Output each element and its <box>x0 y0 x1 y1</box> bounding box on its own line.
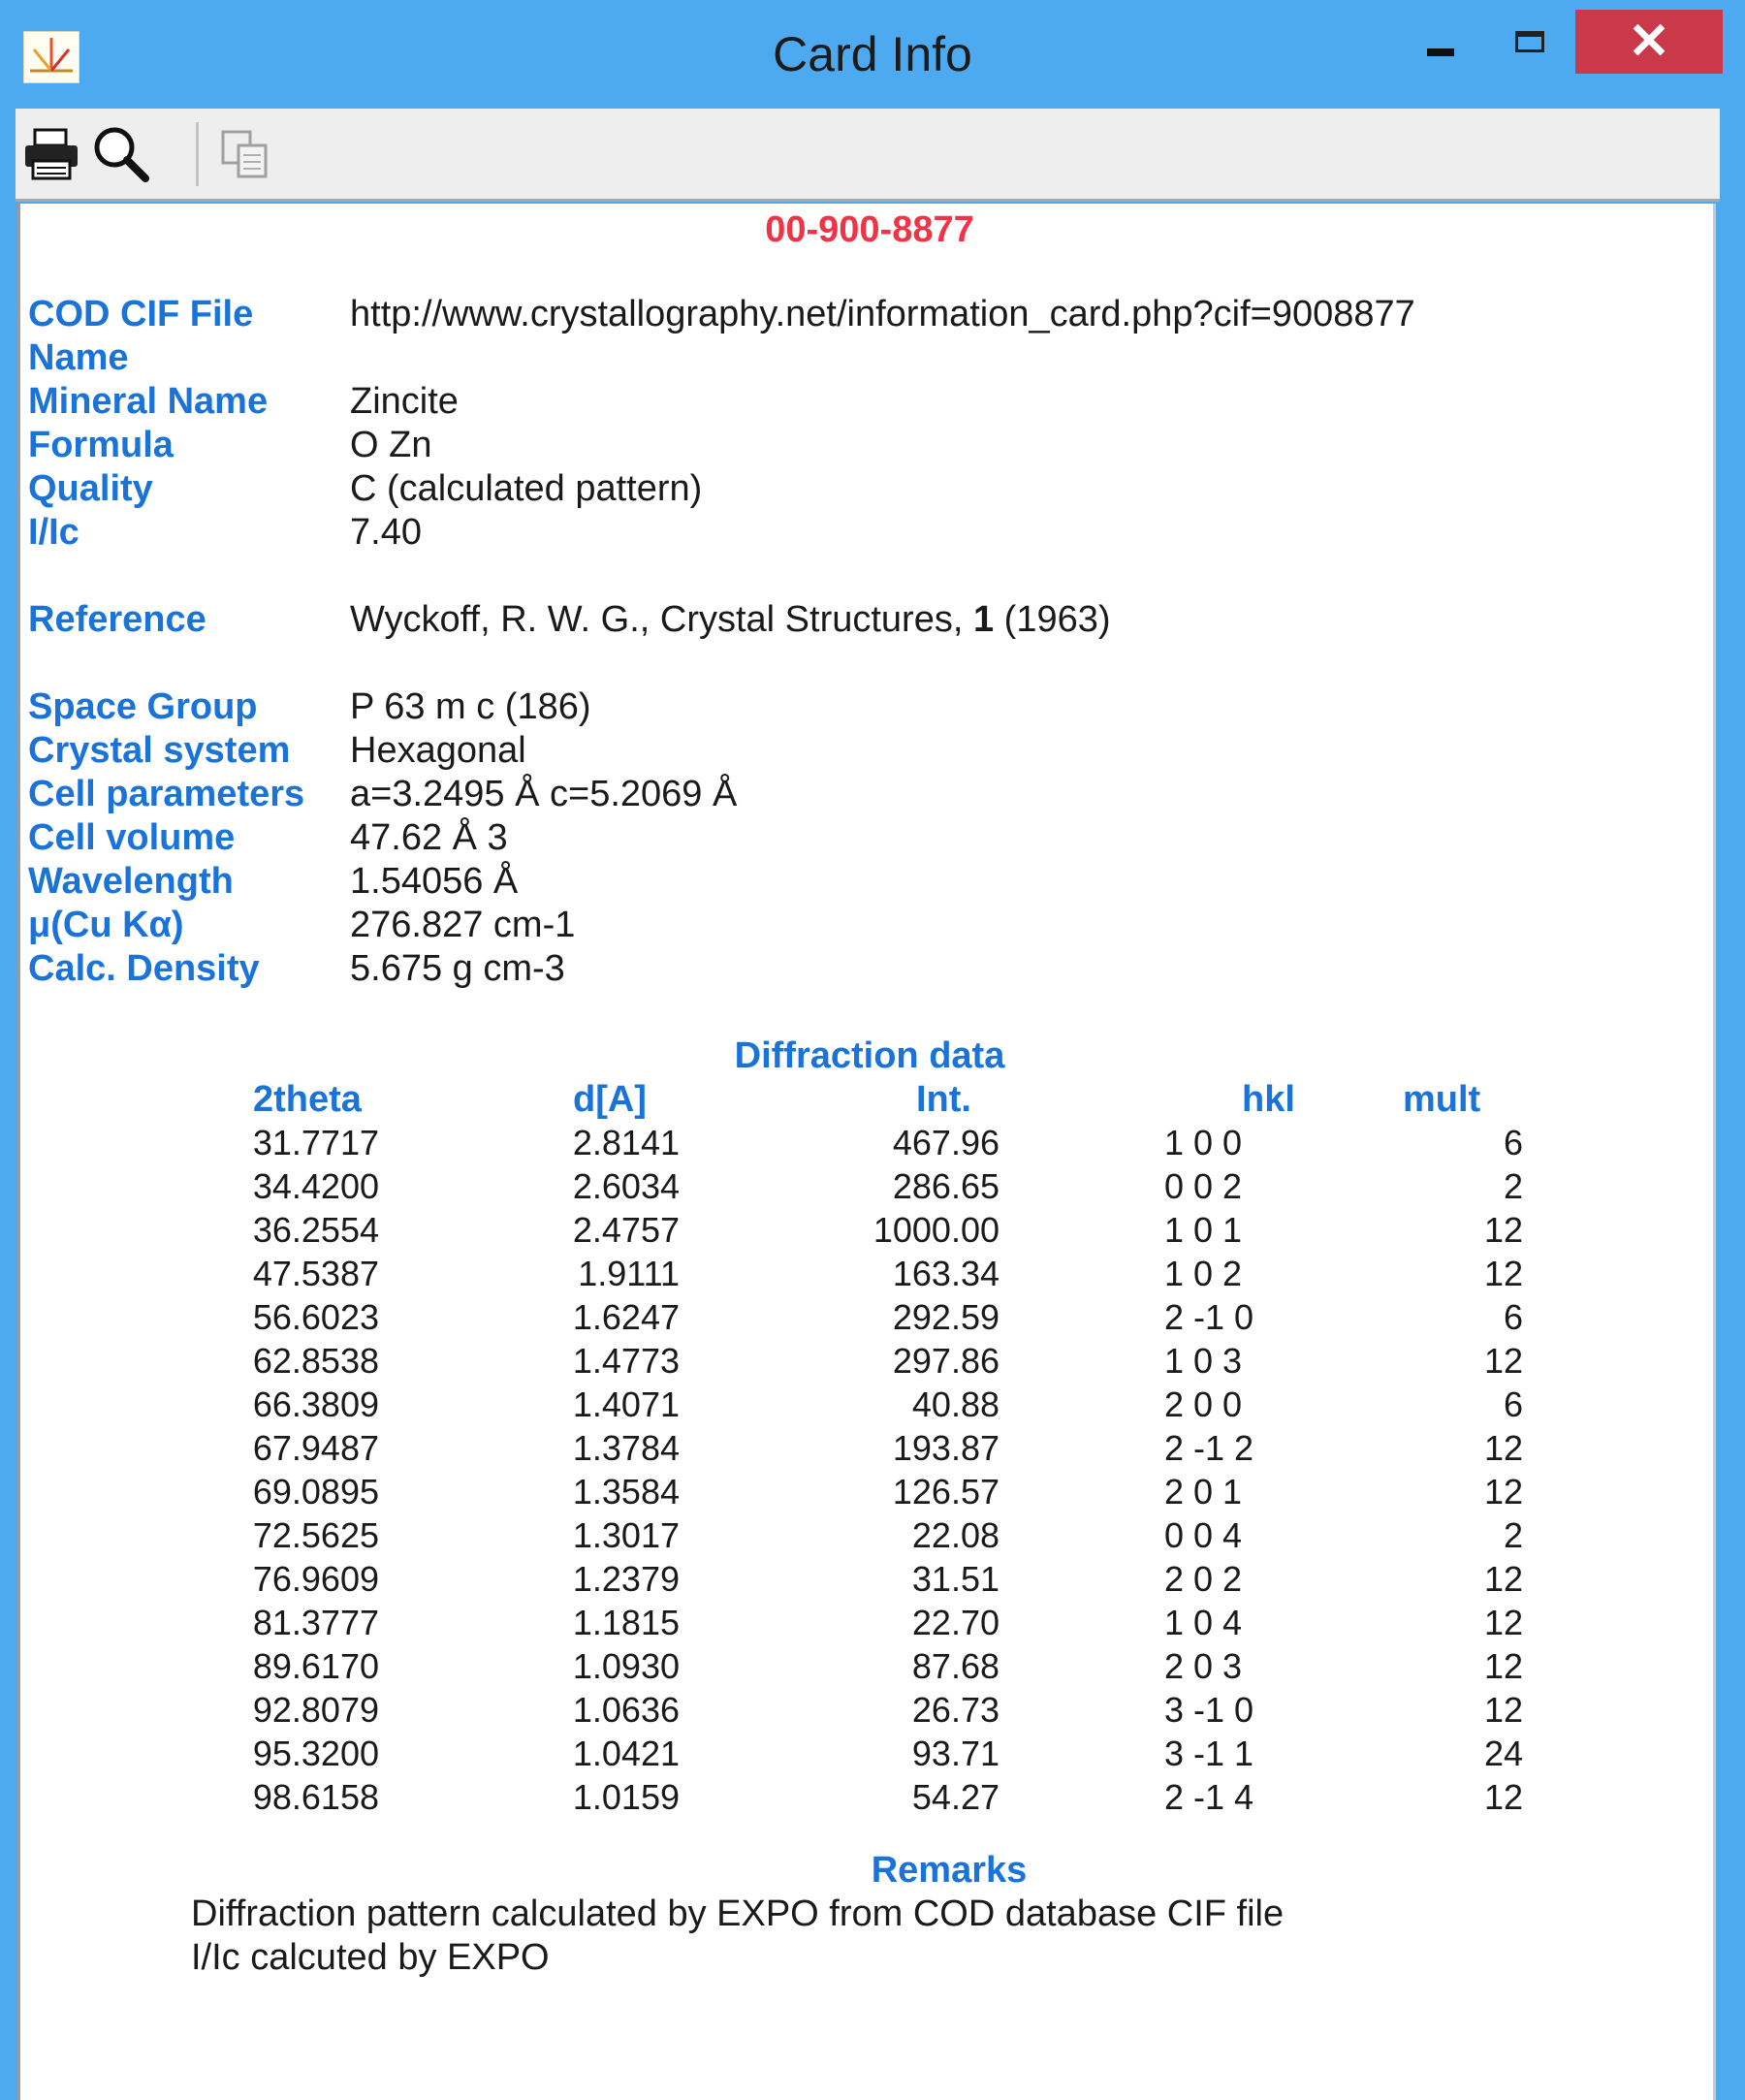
cell-mult: 12 <box>1483 1559 1523 1599</box>
cell-2theta: 95.3200 <box>252 1734 379 1773</box>
reference-volume: 1 <box>972 599 995 640</box>
cell-int: 54.27 <box>911 1777 999 1817</box>
label-name: Name <box>28 337 129 378</box>
label-cell-parameters: Cell parameters <box>28 774 305 814</box>
table-row <box>20 1123 1716 1166</box>
col-header-d: d[A] <box>573 1079 647 1120</box>
cell-hkl: 2 0 3 <box>1164 1646 1243 1686</box>
table-row <box>20 1690 1716 1734</box>
cell-d: 1.4071 <box>572 1384 680 1424</box>
cell-d: 1.0636 <box>572 1690 680 1730</box>
cell-mult: 6 <box>1503 1297 1523 1337</box>
cell-hkl: 2 -1 4 <box>1164 1777 1254 1817</box>
cell-d: 1.3784 <box>572 1428 680 1468</box>
label-i-ic: I/Ic <box>28 512 79 553</box>
value-i-ic: 7.40 <box>350 512 422 553</box>
cell-mult: 6 <box>1503 1384 1523 1424</box>
cell-2theta: 56.6023 <box>252 1297 379 1337</box>
label-cell-volume: Cell volume <box>28 817 236 858</box>
value-reference <box>350 599 1111 641</box>
cell-d: 2.6034 <box>572 1166 680 1206</box>
table-row <box>20 1428 1716 1472</box>
cell-d: 1.3017 <box>572 1515 680 1555</box>
cell-d: 2.4757 <box>572 1210 680 1250</box>
cell-mult: 12 <box>1483 1428 1523 1468</box>
cell-mult: 12 <box>1483 1341 1523 1381</box>
label-wavelength: Wavelength <box>28 861 234 902</box>
cell-2theta: 81.3777 <box>252 1603 379 1642</box>
table-row <box>20 1515 1716 1559</box>
remark-line-2: I/Ic calcuted by EXPO <box>191 1937 550 1978</box>
table-row <box>20 1297 1716 1341</box>
cell-hkl: 3 -1 1 <box>1164 1734 1254 1773</box>
card-content <box>17 204 1716 2100</box>
label-calc-density: Calc. Density <box>28 948 260 989</box>
cell-hkl: 1 0 1 <box>1164 1210 1243 1250</box>
cell-int: 87.68 <box>911 1646 999 1686</box>
col-header-2theta: 2theta <box>253 1079 362 1120</box>
cell-d: 1.0159 <box>572 1777 680 1817</box>
cell-d: 1.2379 <box>572 1559 680 1599</box>
cell-int: 22.70 <box>911 1603 999 1642</box>
cell-mult: 24 <box>1483 1734 1523 1773</box>
cell-2theta: 66.3809 <box>252 1384 379 1424</box>
cell-d: 1.1815 <box>572 1603 680 1642</box>
table-row <box>20 1646 1716 1690</box>
window-title: Card Info <box>773 27 972 81</box>
value-cell-volume: 47.62 Å 3 <box>350 817 508 858</box>
value-quality: C (calculated pattern) <box>350 468 703 509</box>
value-wavelength: 1.54056 Å <box>350 861 519 902</box>
diffraction-header <box>20 1079 1716 1122</box>
reference-year: (1963) <box>994 599 1111 640</box>
label-cod-cif-file: COD CIF File <box>28 294 254 334</box>
col-header-hkl: hkl <box>1242 1079 1295 1120</box>
cell-int: 1000.00 <box>872 1210 999 1250</box>
close-button[interactable]: ✕ <box>1575 10 1723 74</box>
cell-2theta: 98.6158 <box>252 1777 379 1817</box>
cell-hkl: 1 0 3 <box>1164 1341 1243 1381</box>
table-row <box>20 1166 1716 1210</box>
cell-int: 126.57 <box>892 1472 999 1511</box>
cell-int: 467.96 <box>892 1123 999 1162</box>
cell-d: 1.4773 <box>572 1341 680 1381</box>
cell-d: 1.0421 <box>572 1734 680 1773</box>
value-calc-density: 5.675 g cm-3 <box>350 948 565 989</box>
table-row <box>20 1384 1716 1428</box>
cell-2theta: 34.4200 <box>252 1166 379 1206</box>
cell-mult: 12 <box>1483 1646 1523 1686</box>
reference-text: Wyckoff, R. W. G., Crystal Structures, <box>350 599 973 640</box>
cell-hkl: 3 -1 0 <box>1164 1690 1254 1730</box>
cell-d: 2.8141 <box>572 1123 680 1162</box>
cell-int: 297.86 <box>892 1341 999 1381</box>
cell-2theta: 36.2554 <box>252 1210 379 1250</box>
cell-hkl: 1 0 4 <box>1164 1603 1243 1642</box>
cell-int: 93.71 <box>911 1734 999 1773</box>
cell-mult: 12 <box>1483 1472 1523 1511</box>
label-crystal-system: Crystal system <box>28 730 291 771</box>
toolbar <box>16 109 1720 202</box>
cell-hkl: 0 0 2 <box>1164 1166 1243 1206</box>
cell-int: 286.65 <box>892 1166 999 1206</box>
cell-hkl: 1 0 0 <box>1164 1123 1243 1162</box>
col-header-mult: mult <box>1403 1079 1481 1120</box>
cell-d: 1.6247 <box>572 1297 680 1337</box>
cell-int: 292.59 <box>892 1297 999 1337</box>
cell-int: 22.08 <box>911 1515 999 1555</box>
cell-hkl: 0 0 4 <box>1164 1515 1243 1555</box>
cell-hkl: 2 -1 2 <box>1164 1428 1254 1468</box>
magnifier-icon[interactable] <box>89 122 153 186</box>
value-space-group: P 63 m c (186) <box>350 686 591 727</box>
table-row <box>20 1472 1716 1515</box>
cell-int: 163.34 <box>892 1254 999 1293</box>
value-cell-parameters: a=3.2495 Å c=5.2069 Å <box>350 774 738 814</box>
table-row <box>20 1254 1716 1297</box>
label-space-group: Space Group <box>28 686 258 727</box>
cell-mult: 2 <box>1503 1515 1523 1555</box>
copy-icon[interactable] <box>213 122 277 186</box>
title-bar[interactable] <box>0 0 1745 109</box>
label-formula: Formula <box>28 425 174 465</box>
cell-2theta: 47.5387 <box>252 1254 379 1293</box>
cell-mult: 12 <box>1483 1690 1523 1730</box>
cell-mult: 12 <box>1483 1210 1523 1250</box>
table-row <box>20 1734 1716 1777</box>
value-mineral-name: Zincite <box>350 381 459 422</box>
cell-2theta: 72.5625 <box>252 1515 379 1555</box>
cell-d: 1.3584 <box>572 1472 680 1511</box>
value-cod-cif-file[interactable]: http://www.crystallography.net/information_card.php?cif=9008877 <box>350 294 1415 334</box>
cell-mult: 2 <box>1503 1166 1523 1206</box>
table-row <box>20 1777 1716 1821</box>
cell-2theta: 31.7717 <box>252 1123 379 1162</box>
cell-int: 40.88 <box>911 1384 999 1424</box>
cell-mult: 12 <box>1483 1777 1523 1817</box>
table-row <box>20 1603 1716 1646</box>
printer-icon[interactable] <box>19 122 83 186</box>
diffraction-title: Diffraction data <box>734 1035 1005 1076</box>
cell-2theta: 92.8079 <box>252 1690 379 1730</box>
table-row <box>20 1559 1716 1603</box>
cell-2theta: 89.6170 <box>252 1646 379 1686</box>
table-row <box>20 1210 1716 1254</box>
cell-mult: 12 <box>1483 1254 1523 1293</box>
cell-hkl: 2 0 0 <box>1164 1384 1243 1424</box>
cell-2theta: 62.8538 <box>252 1341 379 1381</box>
cell-int: 31.51 <box>911 1559 999 1599</box>
cell-d: 1.0930 <box>572 1646 680 1686</box>
cell-int: 193.87 <box>892 1428 999 1468</box>
card-id: 00-900-8877 <box>765 209 974 250</box>
cell-d: 1.9111 <box>578 1254 680 1293</box>
value-formula: O Zn <box>350 425 432 465</box>
col-header-int: Int. <box>916 1079 971 1120</box>
cell-mult: 12 <box>1483 1603 1523 1642</box>
cell-mult: 6 <box>1503 1123 1523 1162</box>
label-reference: Reference <box>28 599 206 640</box>
cell-2theta: 67.9487 <box>252 1428 379 1468</box>
cell-hkl: 1 0 2 <box>1164 1254 1243 1293</box>
label-mu-cu-ka: μ(Cu Kα) <box>28 905 184 945</box>
cell-hkl: 2 0 2 <box>1164 1559 1243 1599</box>
label-mineral-name: Mineral Name <box>28 381 269 422</box>
label-quality: Quality <box>28 468 153 509</box>
value-crystal-system: Hexagonal <box>350 730 526 771</box>
table-row <box>20 1341 1716 1384</box>
maximize-button[interactable] <box>1493 19 1570 87</box>
cell-hkl: 2 0 1 <box>1164 1472 1243 1511</box>
toolbar-separator <box>196 122 199 186</box>
cell-int: 26.73 <box>911 1690 999 1730</box>
cell-2theta: 76.9609 <box>252 1559 379 1599</box>
value-mu-cu-ka: 276.827 cm-1 <box>350 905 576 945</box>
remark-line-1: Diffraction pattern calculated by EXPO from COD database CIF file <box>191 1893 1285 1934</box>
cell-2theta: 69.0895 <box>252 1472 379 1511</box>
minimize-button[interactable] <box>1406 19 1474 87</box>
remarks-title: Remarks <box>871 1850 1028 1891</box>
cell-hkl: 2 -1 0 <box>1164 1297 1254 1337</box>
